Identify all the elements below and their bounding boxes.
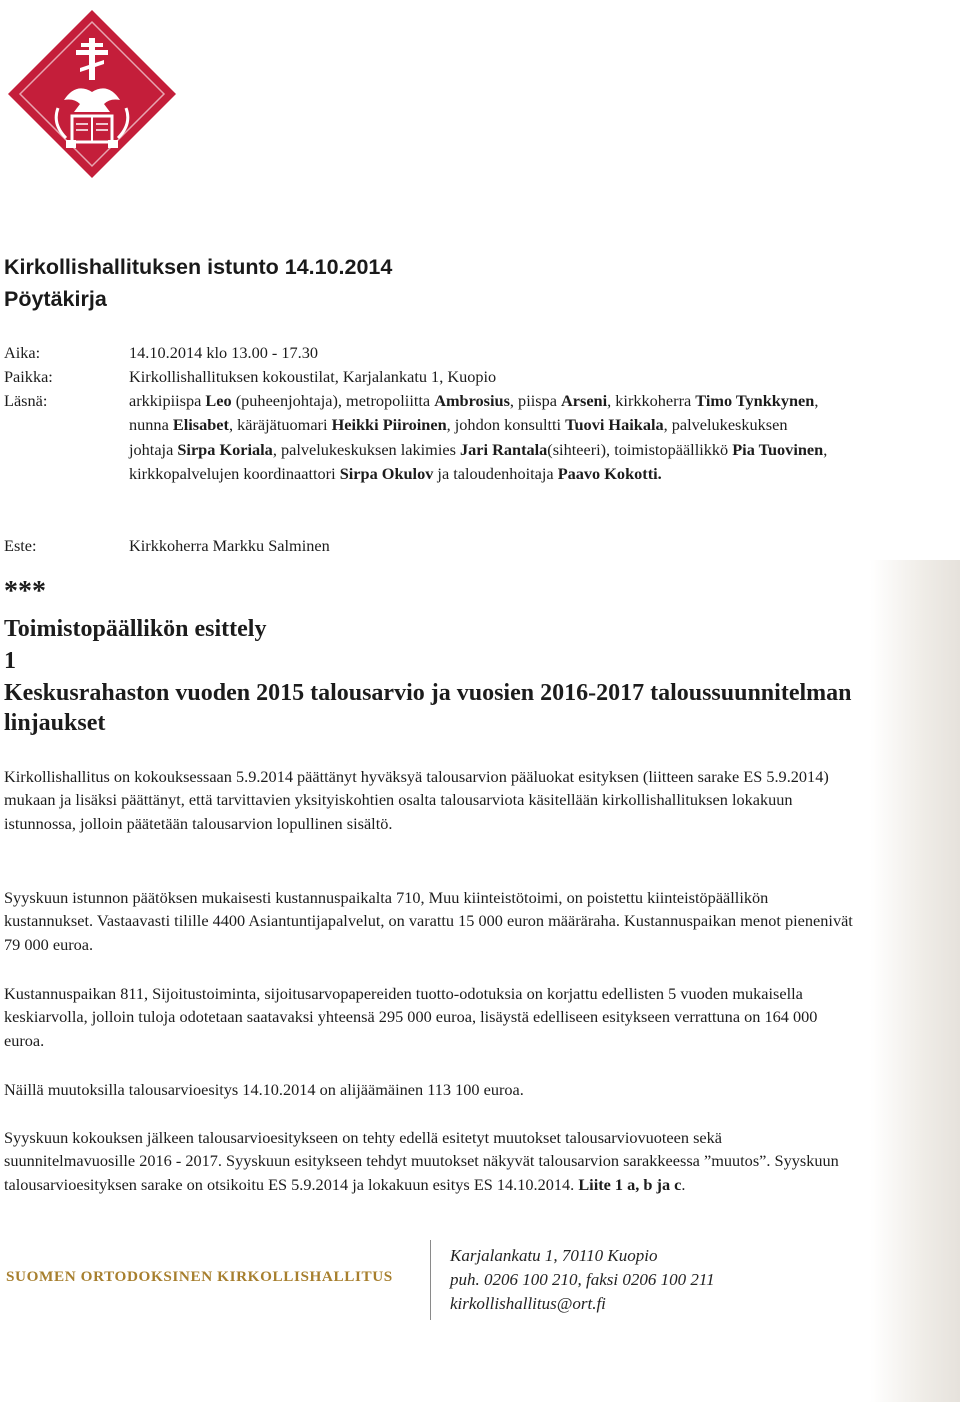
info-value: Kirkkoherra Markku Salminen [129,536,330,555]
attendee-list [129,389,829,486]
info-label: Läsnä: [4,391,48,410]
attendee-name: Leo [205,391,232,410]
info-label: Este: [4,536,37,555]
paragraph: Näillä muutoksilla talousarvioesitys 14.10.2014 on alijäämäinen 113 100 euroa. [4,1080,524,1099]
attendee-role: , kirkkopalvelujen koordinaattori [129,439,828,483]
footer-contact [450,1244,715,1316]
attendee-name: Ambrosius [434,391,510,410]
attendee-name: Tuovi Haikala [565,415,664,435]
footer-organization: SUOMEN ORTODOKSINEN KIRKOLLISHALLITUS [6,1268,393,1285]
attendee-role: (puheenjohtaja), metropoliitta [231,391,435,410]
attendee-name: Sirpa Koriala [177,439,273,459]
attendee-name: Heikki Piiroinen [331,415,447,435]
item-title: Keskusrahaston vuoden 2015 talousarvio ja vuosien 2016-2017 taloussuunnitelman linjaukset [4,680,852,736]
item-number: 1 [4,648,16,674]
info-label: Aika: [4,343,41,362]
attendee-role: , nunna [129,391,819,435]
footer-email: kirkollishallitus@ort.fi [450,1294,606,1313]
paragraph-text: Syyskuun kokouksen jälkeen talousarvioesitykseen on tehty edellä esitetyt muutokset talousarviovuoteen sekä suunnitelmavuosille 2016 - 2017. Syyskuun esitykseen tehdyt muutokset näkyvät talousarvion sarakkeessa ”muutos”. Syyskuun talousarvioesityksen sarake on otsikoitu ES 5.9.2014 ja lokakuun esitys ES 14.10.2014. [4,1128,839,1194]
attendee-name: Sirpa Okulov [339,463,434,483]
attendee-role: (sihteeri), toimistopäällikkö [547,439,733,459]
attendee-role: , johdon konsultti [446,415,566,435]
document-subtitle: Pöytäkirja [4,287,107,311]
info-label: Paikka: [4,367,53,386]
paragraph: Syyskuun istunnon päätöksen mukaisesti kustannuspaikalta 710, Muu kiinteistötoimi, on poistettu kiinteistöpäällikön kustannukset. Vastaavasti tilille 4400 Asiantuntijapalvelut, on varattu 15 000 euron määräraha. Kustannuspaikan menot pienenivät 79 000 euroa. [4,888,853,954]
attachment-reference: Liite 1 a, b ja c [578,1174,682,1194]
attendee-name: Timo Tynkkynen [695,391,815,410]
orthodox-church-emblem-icon [6,8,178,180]
attendee-name: Paavo Kokotti. [557,463,662,483]
attendee-name: Arseni [561,391,608,410]
attendee-name: Jari Rantala [460,439,548,459]
attendee-role: , piispa [509,391,562,410]
attendee-role: ja taloudenhoitaja [433,463,558,483]
attendee-name: Elisabet [172,415,229,435]
info-value: Kirkollishallituksen kokoustilat, Karjalankatu 1, Kuopio [129,367,497,386]
page-edge-shading [870,560,960,1402]
paragraph-attachments [4,1126,854,1196]
attendee-role: , palvelukeskuksen lakimies [272,439,461,459]
footer-divider [430,1240,431,1320]
footer-address: Karjalankatu 1, 70110 Kuopio [450,1246,658,1265]
attendee-role: , käräjätuomari [228,415,332,435]
info-value: 14.10.2014 klo 13.00 - 17.30 [129,343,319,362]
paragraph-end: . [681,1174,686,1194]
document-title: Kirkollishallituksen istunto 14.10.2014 [4,255,393,279]
section-heading: Toimistopäällikön esittely [4,616,267,642]
footer-phone: puh. 0206 100 210, faksi 0206 100 211 [450,1270,715,1289]
attendee-role: arkkipiispa [129,391,206,410]
attendee-name: Pia Tuovinen [732,439,824,459]
paragraph: Kirkollishallitus on kokouksessaan 5.9.2014 päättänyt hyväksyä talousarvion pääluokat esityksen (liitteen sarake ES 5.9.2014) mukaan ja lisäksi päättänyt, että tarvittavien yksityiskohtien osalta talousarviota käsitellään kirkollishallituksen lokakuun istunnossa, jolloin päätetään talousarvion lopullinen sisältö. [4,767,829,833]
section-separator: *** [4,576,46,607]
paragraph: Kustannuspaikan 811, Sijoitustoiminta, sijoitusarvopapereiden tuotto-odotuksia on korjattu edellisten 5 vuoden mukaisella keskiarvolla, jolloin tuloja odotetaan saatavaksi yhteensä 295 000 euroa, lisäystä edelliseen esitykseen verrattuna on 164 000 euroa. [4,984,818,1050]
attendee-role: , palvelukeskuksen johtaja [129,415,788,459]
attendee-role: , kirkkoherra [607,391,696,410]
